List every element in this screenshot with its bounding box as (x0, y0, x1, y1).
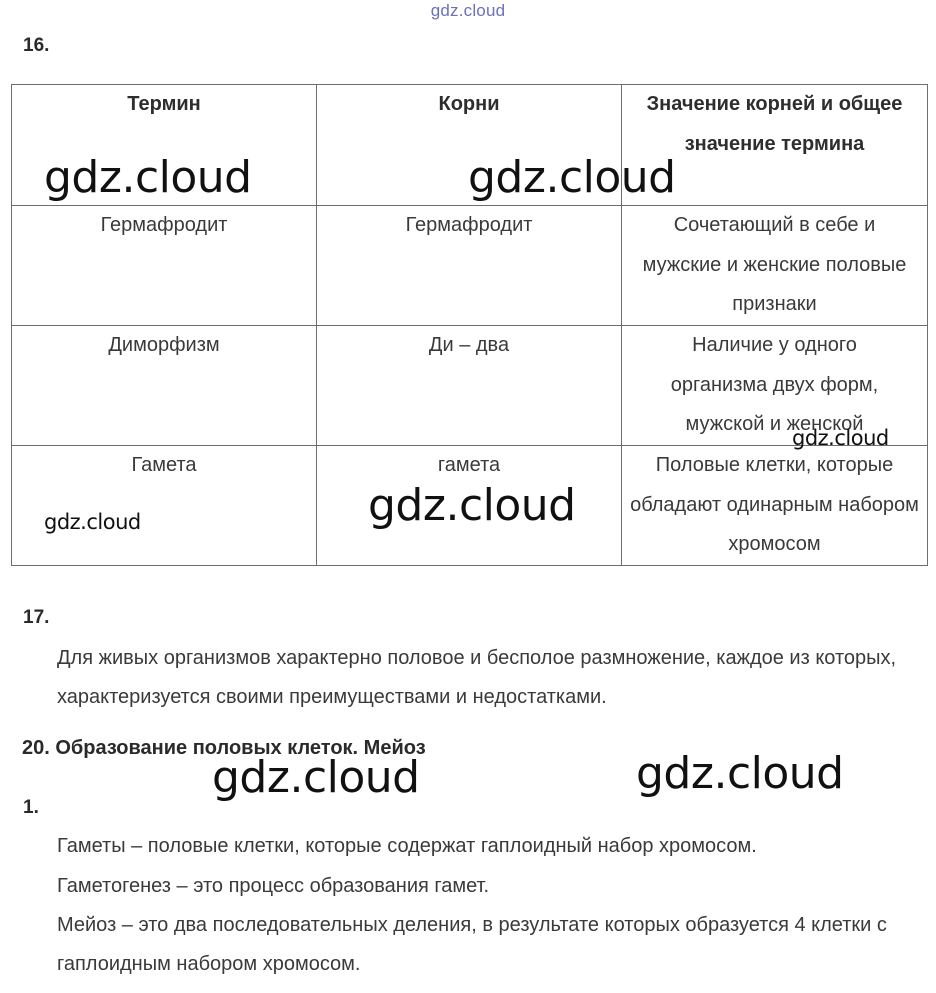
watermark: gdz.cloud (368, 480, 576, 531)
watermark: gdz.cloud (212, 752, 420, 803)
table-cell: Диморфизм (12, 326, 317, 446)
table-row (12, 326, 928, 446)
table-header-cell: Корни (317, 85, 622, 206)
task-1-number: 1. (23, 797, 39, 818)
table-header-cell: Термин (12, 85, 317, 206)
task-17-text: Для живых организмов характерно половое и бесполое размножение, каждое из которых, характеризуется своими преимуществами и недостатками. (57, 647, 897, 708)
watermark: gdz.cloud (636, 748, 844, 799)
header-watermark: gdz.cloud (430, 1, 506, 20)
task-1-line: Гаметы – половые клетки, которые содержат гаплоидный набор хромосом. (57, 835, 757, 857)
table-header-cell: Значение корней и общее значение термина (622, 85, 928, 206)
table-cell: Ди – два (317, 326, 622, 446)
watermark: gdz.cloud (468, 152, 676, 203)
table-cell: Гермафродит (12, 206, 317, 326)
task-1-line: Мейоз – это два последовательных деления, в результате которых образуется 4 клетки с гаплоидным набором хромосом. (57, 914, 887, 975)
task-17-number: 17. (23, 607, 50, 628)
section-20-heading: 20. Образование половых клеток. Мейоз (22, 737, 426, 759)
table-cell: Гамета (12, 446, 317, 566)
table-cell: Наличие у одного организма двух форм, мужской и женской (622, 326, 928, 446)
table-cell: Половые клетки, которые обладают одинарным набором хромосом (622, 446, 928, 566)
watermark: gdz.cloud (44, 510, 141, 534)
watermark: gdz.cloud (44, 152, 252, 203)
table-row (12, 206, 928, 326)
task-1-line: Гаметогенез – это процесс образования гамет. (57, 875, 490, 897)
table-cell: Сочетающий в себе и мужские и женские половые признаки (622, 206, 928, 326)
table-cell: гамета (317, 446, 622, 566)
task-16-number: 16. (23, 35, 50, 56)
table-cell: Гермафродит (317, 206, 622, 326)
watermark: gdz.cloud (792, 426, 889, 450)
